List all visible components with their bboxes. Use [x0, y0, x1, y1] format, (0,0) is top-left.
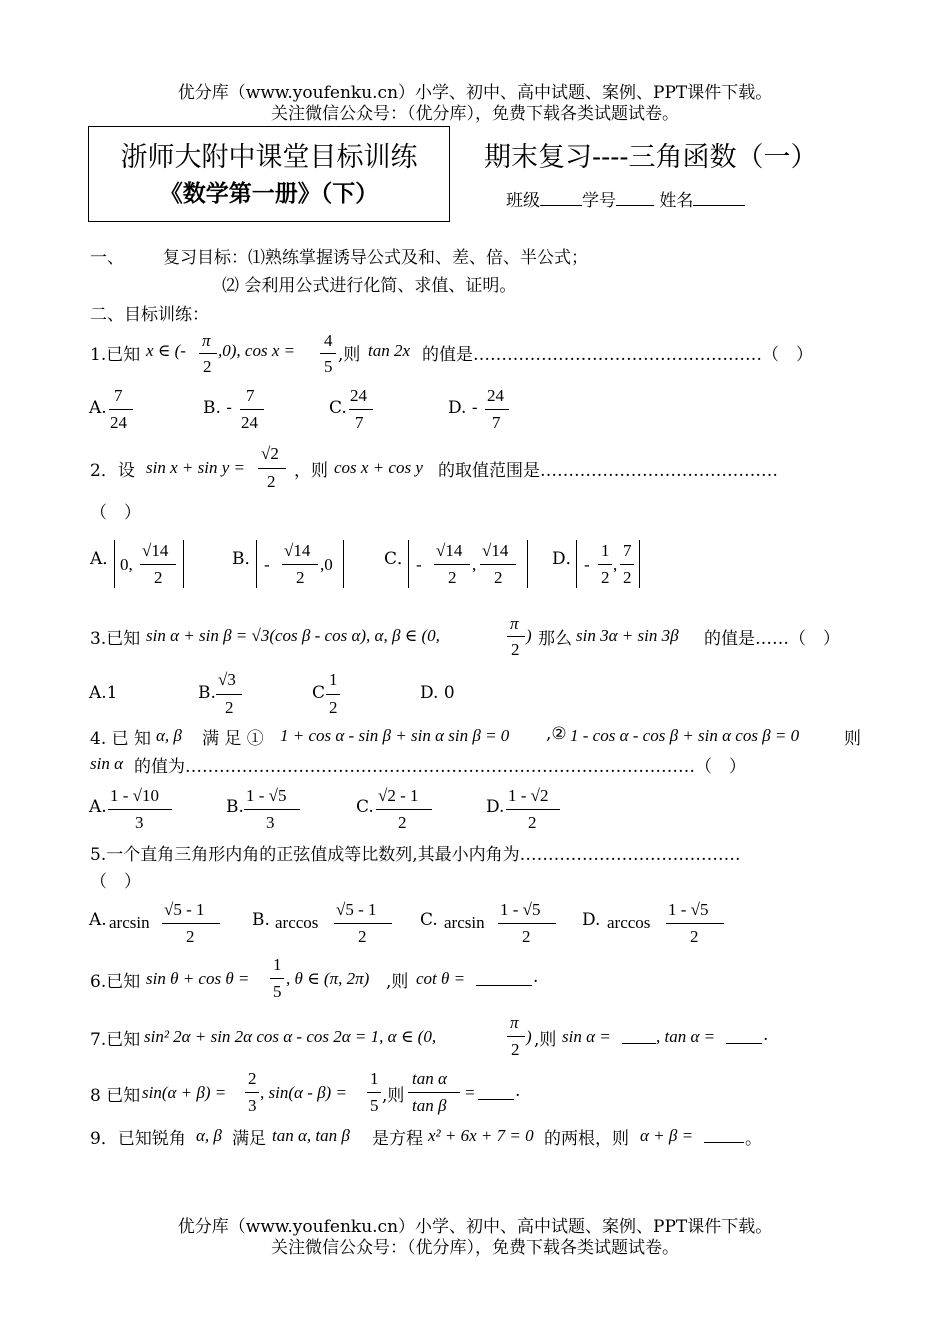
q8-den-2: 5	[370, 1096, 379, 1115]
q2-suffix: 的取值范围是……………………………………	[438, 461, 778, 481]
q1-two: 2	[203, 357, 212, 376]
q9-math-1: α, β	[196, 1126, 222, 1145]
q1-pi: π	[202, 331, 211, 350]
q6-num: 1	[273, 955, 282, 974]
q2-option-b-end: ,0	[320, 555, 333, 574]
q2-option-d-den2: 2	[623, 568, 632, 587]
section-2-label: 二、目标训练：	[90, 305, 209, 325]
q4-option-b-num: 1 - √5	[246, 786, 287, 805]
q1-option-c-label: C.	[329, 398, 347, 418]
q7-close: )	[526, 1027, 532, 1046]
q3-option-c-num: 1	[329, 670, 338, 689]
q4-option-a-label: A.	[89, 797, 107, 817]
q3-math-1: sin α + sin β = √3(cos β - cos α), α, β ∈ (0,	[146, 626, 440, 645]
q2-option-a-den: 2	[154, 568, 163, 587]
q5-option-a-label: A.	[89, 910, 107, 930]
q9-answer-blank[interactable]	[704, 1126, 744, 1143]
q6-mid: ,则	[386, 972, 409, 992]
q8-num-1: 2	[248, 1069, 257, 1088]
q3-close: )	[526, 626, 532, 645]
q7-math-1: sin² 2α + sin 2α cos α - cos 2α = 1, α ∈ (0,	[144, 1027, 437, 1046]
header-line-2: 关注微信公众号：（优分库），免费下载各类试题试卷。	[271, 104, 679, 124]
q5-option-d-label: D.	[582, 910, 601, 930]
q1-tan: tan 2x	[368, 341, 411, 360]
q4-math-3: sin α	[90, 754, 124, 773]
q9-end: 。	[745, 1129, 762, 1149]
q3-option-c-den: 2	[329, 698, 338, 717]
q9-text-2: 是方程	[372, 1129, 423, 1149]
name-blank[interactable]	[693, 205, 745, 206]
footer-line-1: 优分库（www.youfenku.cn）小学、初中、高中试题、案例、PPT课件下载。	[177, 1217, 773, 1237]
class-blank[interactable]	[540, 205, 582, 206]
q1-five: 5	[324, 357, 333, 376]
q4-option-c-num: √2 - 1	[378, 786, 419, 805]
q3-option-b-num: √3	[218, 670, 236, 689]
q4-circle-2: ,②	[546, 724, 567, 744]
q6-math-1: sin θ + cos θ =	[146, 969, 250, 988]
q2-option-b-in: -	[264, 555, 270, 574]
q8-math-1: sin(α + β) =	[142, 1083, 227, 1102]
q7-mid: ,则	[534, 1030, 557, 1050]
q1-math-x: x ∈ (-	[146, 341, 186, 360]
q5-option-b-den: 2	[358, 927, 367, 946]
q3-option-d: D. 0	[420, 683, 455, 703]
q6-prefix: 6.已知	[90, 972, 141, 992]
q2-option-d-label: D．	[552, 549, 583, 569]
q5-option-a-den: 2	[186, 927, 195, 946]
q6-math-3: cot θ =	[416, 969, 466, 988]
q2-option-b-label: B．	[232, 549, 262, 569]
q8-mid: ,则	[382, 1086, 405, 1106]
q9-text-3: 的两根，则	[544, 1129, 629, 1149]
q2-option-d-num2: 7	[623, 541, 632, 560]
q2-paren: （ ）	[90, 503, 141, 523]
q9-math-3: x² + 6x + 7 = 0	[428, 1126, 534, 1145]
q8-math-2: , sin(α - β) =	[260, 1083, 347, 1102]
q2-option-a-in: 0,	[120, 555, 133, 574]
q3-pi: π	[510, 614, 519, 633]
header-line-1: 优分库（www.youfenku.cn）小学、初中、高中试题、案例、PPT课件下载。	[177, 83, 773, 103]
q7-math-2: sin α =	[562, 1027, 611, 1046]
q4-prefix: 4. 已 知	[90, 729, 152, 749]
q9-math-2: tan α, tan β	[272, 1126, 350, 1145]
number-label: 学号	[582, 191, 616, 211]
q4-then: 则	[844, 729, 861, 749]
q4-math-ab: α, β	[156, 726, 182, 745]
q6-answer-blank[interactable]	[476, 969, 532, 986]
q9-math-4: α + β =	[640, 1126, 694, 1145]
q9-prefix: 9．已知锐角	[90, 1129, 186, 1149]
q5-option-b-label: B.	[252, 910, 270, 930]
q5-option-a-num: √5 - 1	[164, 900, 205, 919]
footer-line-2: 关注微信公众号：（优分库），免费下载各类试题试卷。	[271, 1238, 679, 1258]
q5-option-c-func: arcsin	[444, 913, 485, 932]
q1-suffix: 的值是……………………………………………（ ）	[422, 345, 813, 365]
q1-option-d-num: 24	[487, 386, 504, 405]
q2-two: 2	[267, 472, 276, 491]
q3-suffix: 的值是……（ ）	[704, 629, 840, 649]
q4-option-a-num: 1 - √10	[110, 786, 159, 805]
q2-option-c-den: 2	[448, 568, 457, 587]
q1-option-c-den: 7	[355, 413, 364, 432]
q7-math-3: , tan α =	[656, 1027, 716, 1046]
q2-option-d-den: 2	[601, 568, 610, 587]
section-1-label: 一、	[90, 248, 124, 268]
q2-option-d-num: 1	[601, 541, 610, 560]
q2-option-c-label: C．	[384, 549, 415, 569]
book-title: 《数学第一册》（下）	[159, 181, 379, 207]
q1-math-cos: ,0), cos x =	[218, 341, 296, 360]
q5-option-c-label: C.	[420, 910, 438, 930]
q8-num-2: 1	[370, 1069, 379, 1088]
q5-option-c-den: 2	[522, 927, 531, 946]
q4-option-d-label: D.	[486, 797, 505, 817]
q4-option-d-num: 1 - √2	[508, 786, 549, 805]
q3-option-c-label: C	[312, 683, 326, 703]
goal-1: 复习目标：⑴熟练掌握诱导公式及和、差、倍、半公式；	[163, 248, 588, 268]
q8-den-1: 3	[248, 1096, 257, 1115]
q3-option-a: A.1	[89, 683, 118, 703]
q1-option-a-num: 7	[114, 386, 123, 405]
q4-math-1: 1 + cos α - sin β + sin α sin β = 0	[280, 726, 510, 745]
q2-option-c-num: √14	[436, 541, 463, 560]
question-1	[90, 340, 140, 365]
q8-prefix: 8 已知	[90, 1086, 141, 1106]
q2-option-c-den2: 2	[494, 568, 503, 587]
q2-math-2: cos x + cos y	[334, 458, 423, 477]
q1-option-b-label: B. -	[203, 398, 233, 418]
q3-math-2: sin 3α + sin 3β	[576, 626, 679, 645]
q7-pi: π	[510, 1013, 519, 1032]
number-blank[interactable]	[616, 205, 654, 206]
q8-equals: =	[464, 1083, 476, 1102]
q1-option-d-den: 7	[492, 413, 501, 432]
q7-two: 2	[511, 1040, 520, 1059]
student-info	[506, 186, 745, 211]
school-title: 浙师大附中课堂目标训练	[120, 142, 418, 173]
q5-option-b-num: √5 - 1	[336, 900, 377, 919]
q1-prefix: 1.已知	[90, 345, 141, 365]
q5-option-a-func: arcsin	[109, 913, 150, 932]
q7-tan-blank[interactable]	[726, 1027, 762, 1044]
q1-option-d-label: D. -	[448, 398, 478, 418]
q1-option-b-den: 24	[241, 413, 258, 432]
q5-option-d-func: arccos	[607, 913, 651, 932]
q2-option-c-in: -	[416, 555, 422, 574]
q2-option-a-label: A．	[90, 549, 120, 569]
q5-option-b-func: arccos	[275, 913, 319, 932]
q8-end: .	[515, 1081, 521, 1101]
q6-math-2: , θ ∈ (π, 2π)	[286, 969, 370, 988]
q4-cond: 满 足 ①	[202, 729, 264, 749]
name-label: 姓名	[659, 191, 694, 211]
q2-math-1: sin x + sin y =	[146, 458, 245, 477]
q2-option-b-den: 2	[296, 568, 305, 587]
q3-option-b-den: 2	[225, 698, 234, 717]
q3-mid: 那么	[538, 629, 572, 649]
q2-option-b-num: √14	[284, 541, 311, 560]
q2-option-a-num: √14	[142, 541, 169, 560]
goal-2: ⑵ 会利用公式进行化简、求值、证明。	[222, 276, 517, 296]
q3-prefix: 3.已知	[90, 629, 141, 649]
q5-text: 5.一个直角三角形内角的正弦值成等比数列,其最小内角为…………………………………	[90, 845, 741, 865]
q5-option-d-num: 1 - √5	[668, 900, 709, 919]
q9-text-1: 满足	[232, 1129, 266, 1149]
q4-option-a-den: 3	[135, 813, 144, 832]
q1-four: 4	[324, 331, 333, 350]
q6-end: .	[533, 967, 539, 987]
q1-then: ,则	[338, 345, 361, 365]
q1-option-b-num: 7	[246, 386, 255, 405]
class-label: 班级	[506, 191, 540, 211]
page-title: 期末复习----三角函数（一）	[484, 142, 818, 173]
q2-option-d-in: -	[584, 555, 590, 574]
q7-sin-blank[interactable]	[622, 1027, 656, 1044]
q2-mid: ，则	[294, 461, 328, 481]
q8-answer-blank[interactable]	[478, 1083, 514, 1100]
q5-option-d-den: 2	[690, 927, 699, 946]
q7-end: .	[763, 1025, 769, 1045]
q2-sqrt2: √2	[261, 444, 279, 463]
q2-option-c-num2: √14	[482, 541, 509, 560]
q4-option-c-den: 2	[398, 813, 407, 832]
q5-option-c-num: 1 - √5	[500, 900, 541, 919]
q1-option-c-num: 24	[350, 386, 367, 405]
q3-two: 2	[511, 640, 520, 659]
q4-option-d-den: 2	[528, 813, 537, 832]
q7-prefix: 7.已知	[90, 1030, 141, 1050]
q1-option-a-den: 24	[110, 413, 127, 432]
q8-tan-beta: tan β	[412, 1096, 447, 1115]
title-box	[88, 126, 450, 222]
q4-option-b-label: B.	[226, 797, 244, 817]
q4-suffix: 的值为………………………………………………………………………………（ ）	[134, 757, 746, 777]
q3-option-b-label: B.	[198, 683, 216, 703]
q1-option-a-label: A.	[89, 398, 107, 418]
q6-den: 5	[273, 982, 282, 1001]
q4-option-c-label: C.	[356, 797, 374, 817]
q5-paren: （ ）	[90, 872, 141, 892]
q8-tan-alpha: tan α	[412, 1069, 447, 1088]
q2-prefix: 2．设	[90, 461, 135, 481]
q4-option-b-den: 3	[266, 813, 275, 832]
q4-math-2: 1 - cos α - cos β + sin α cos β = 0	[570, 726, 800, 745]
